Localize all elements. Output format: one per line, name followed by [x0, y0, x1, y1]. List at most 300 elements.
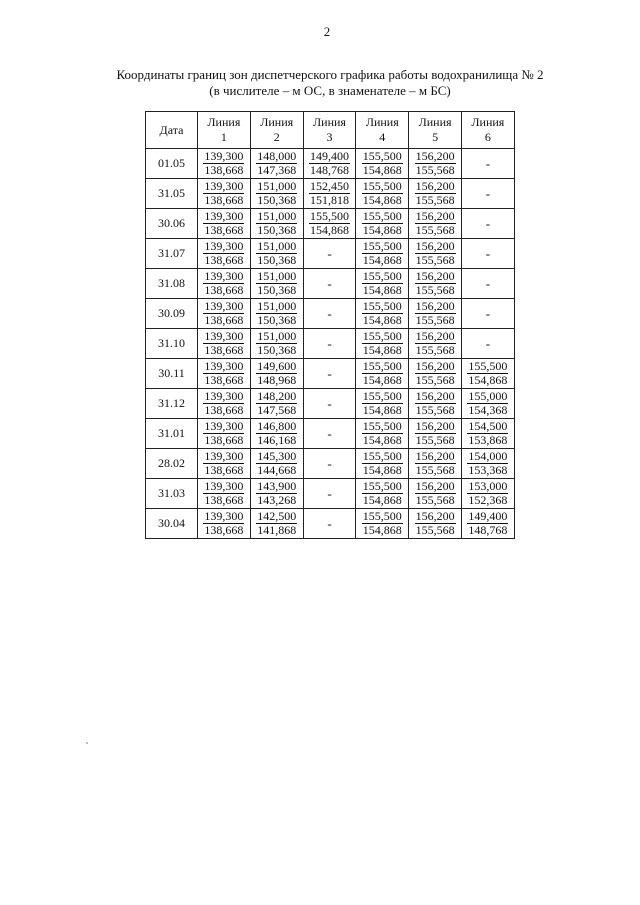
cell-line-2: [250, 359, 303, 389]
empty-dash: -: [327, 245, 332, 261]
denominator-bs: 155,568: [415, 222, 455, 237]
denominator-bs: 150,368: [257, 282, 297, 297]
header-line-1: [198, 112, 251, 149]
denominator-bs: 138,668: [204, 282, 244, 297]
elevation-fraction: [256, 180, 297, 207]
elevation-fraction: [362, 150, 403, 177]
elevation-fraction: [203, 450, 244, 477]
denominator-bs: 138,668: [204, 372, 244, 387]
cell-line-3: [303, 149, 356, 179]
cell-line-5: [409, 329, 462, 359]
cell-line-4: [356, 239, 409, 269]
cell-line-6: [461, 509, 514, 539]
empty-dash: -: [485, 275, 491, 291]
cell-line-3: [303, 359, 356, 389]
row-date: 01.05: [146, 149, 198, 179]
cell-line-5: [409, 359, 462, 389]
empty-dash: -: [485, 305, 491, 321]
elevation-fraction: [415, 150, 456, 177]
denominator-bs: 138,668: [204, 222, 244, 237]
empty-dash: -: [327, 515, 332, 531]
cell-line-3: [303, 329, 356, 359]
row-date: 30.11: [146, 359, 198, 389]
row-date: 31.07: [146, 239, 198, 269]
numerator-os: 155,500: [362, 298, 402, 313]
numerator-os: 156,200: [415, 208, 455, 223]
header-line-word: Линия: [471, 115, 505, 129]
cell-line-1: [198, 269, 251, 299]
empty-dash: -: [327, 275, 332, 291]
elevation-fraction: [362, 360, 403, 387]
elevation-fraction: [415, 450, 456, 477]
denominator-bs: 155,568: [415, 162, 455, 177]
numerator-os: 154,500: [468, 418, 508, 433]
elevation-fraction: [362, 300, 403, 327]
cell-line-6: [461, 389, 514, 419]
header-line-3: [303, 112, 356, 149]
denominator-bs: 154,868: [362, 402, 402, 417]
elevation-fraction: [362, 210, 403, 237]
numerator-os: 139,300: [204, 388, 244, 403]
elevation-fraction: [362, 330, 403, 357]
numerator-os: 156,200: [415, 358, 455, 373]
cell-line-3: [303, 179, 356, 209]
denominator-bs: 138,668: [204, 252, 244, 267]
numerator-os: 155,500: [362, 268, 402, 283]
cell-line-4: [356, 329, 409, 359]
cell-line-5: [409, 179, 462, 209]
denominator-bs: 150,368: [257, 192, 297, 207]
header-line-5: [409, 112, 462, 149]
elevation-fraction: [362, 180, 403, 207]
elevation-fraction: [467, 480, 508, 507]
row-date: 31.12: [146, 389, 198, 419]
cell-line-5: [409, 419, 462, 449]
cell-line-2: [250, 479, 303, 509]
cell-line-5: [409, 479, 462, 509]
table-row: [146, 269, 515, 299]
cell-line-5: [409, 389, 462, 419]
denominator-bs: 147,368: [257, 162, 297, 177]
denominator-bs: 151,818: [309, 192, 349, 207]
header-line-2: [250, 112, 303, 149]
numerator-os: 155,500: [362, 478, 402, 493]
empty-dash: -: [485, 185, 491, 201]
numerator-os: 155,500: [362, 388, 402, 403]
elevation-fraction: [362, 480, 403, 507]
cell-line-2: [250, 419, 303, 449]
denominator-bs: 154,868: [309, 222, 349, 237]
empty-dash: -: [485, 335, 491, 351]
elevation-fraction: [203, 510, 244, 537]
cell-line-1: [198, 359, 251, 389]
numerator-os: 151,000: [257, 208, 297, 223]
elevation-fraction: [415, 510, 456, 537]
denominator-bs: 154,868: [468, 372, 508, 387]
cell-line-3: [303, 209, 356, 239]
numerator-os: 155,500: [362, 418, 402, 433]
denominator-bs: 155,568: [415, 282, 455, 297]
numerator-os: 156,200: [415, 268, 455, 283]
elevation-fraction: [203, 420, 244, 447]
elevation-fraction: [415, 360, 456, 387]
numerator-os: 153,000: [468, 478, 508, 493]
cell-line-2: [250, 209, 303, 239]
cell-line-6: [461, 149, 514, 179]
cell-line-6: [461, 329, 514, 359]
denominator-bs: 150,368: [257, 342, 297, 357]
numerator-os: 139,300: [204, 268, 244, 283]
cell-line-4: [356, 509, 409, 539]
elevation-fraction: [467, 390, 508, 417]
denominator-bs: 153,868: [468, 432, 508, 447]
numerator-os: 156,200: [415, 298, 455, 313]
elevation-fraction: [362, 390, 403, 417]
denominator-bs: 154,868: [362, 462, 402, 477]
header-line-word: Линия: [365, 115, 399, 129]
numerator-os: 155,500: [468, 358, 508, 373]
numerator-os: 146,800: [257, 418, 297, 433]
denominator-bs: 148,768: [309, 162, 349, 177]
elevation-fraction: [256, 210, 297, 237]
cell-line-6: [461, 239, 514, 269]
elevation-fraction: [467, 450, 508, 477]
elevation-fraction: [467, 360, 508, 387]
elevation-fraction: [203, 300, 244, 327]
elevation-fraction: [415, 180, 456, 207]
cell-line-4: [356, 479, 409, 509]
elevation-fraction: [256, 510, 297, 537]
denominator-bs: 150,368: [257, 252, 297, 267]
table-row: [146, 359, 515, 389]
denominator-bs: 155,568: [415, 342, 455, 357]
numerator-os: 151,000: [257, 298, 297, 313]
table-row: [146, 239, 515, 269]
cell-line-4: [356, 359, 409, 389]
elevation-fraction: [415, 480, 456, 507]
numerator-os: 139,300: [204, 418, 244, 433]
cell-line-2: [250, 329, 303, 359]
numerator-os: 155,000: [468, 388, 508, 403]
cell-line-3: [303, 389, 356, 419]
cell-line-3: [303, 239, 356, 269]
denominator-bs: 155,568: [415, 402, 455, 417]
numerator-os: 151,000: [257, 178, 297, 193]
denominator-bs: 147,568: [257, 402, 297, 417]
cell-line-1: [198, 509, 251, 539]
numerator-os: 139,300: [204, 448, 244, 463]
numerator-os: 139,300: [204, 208, 244, 223]
numerator-os: 139,300: [204, 238, 244, 253]
cell-line-1: [198, 419, 251, 449]
cell-line-6: [461, 449, 514, 479]
cell-line-4: [356, 209, 409, 239]
elevation-fraction: [256, 150, 297, 177]
header-line-word: Линия: [207, 115, 241, 129]
cell-line-5: [409, 209, 462, 239]
numerator-os: 155,500: [362, 148, 402, 163]
header-line-word: Линия: [260, 115, 294, 129]
numerator-os: 155,500: [362, 448, 402, 463]
header-line-number: 6: [484, 130, 491, 144]
elevation-fraction: [256, 300, 297, 327]
denominator-bs: 154,868: [362, 522, 402, 537]
cell-line-6: [461, 269, 514, 299]
elevation-fraction: [415, 390, 456, 417]
denominator-bs: 138,668: [204, 192, 244, 207]
cell-line-2: [250, 449, 303, 479]
elevation-fraction: [467, 510, 508, 537]
numerator-os: 149,600: [257, 358, 297, 373]
elevation-fraction: [415, 420, 456, 447]
cell-line-1: [198, 239, 251, 269]
numerator-os: 149,400: [468, 508, 508, 523]
empty-dash: -: [327, 365, 332, 381]
denominator-bs: 138,668: [204, 162, 244, 177]
elevation-fraction: [362, 420, 403, 447]
elevation-fraction: [203, 480, 244, 507]
cell-line-1: [198, 329, 251, 359]
denominator-bs: 154,868: [362, 432, 402, 447]
cell-line-4: [356, 149, 409, 179]
cell-line-1: [198, 149, 251, 179]
empty-dash: -: [327, 455, 332, 471]
header-line-number: 5: [432, 130, 439, 144]
cell-line-5: [409, 269, 462, 299]
denominator-bs: 146,168: [257, 432, 297, 447]
denominator-bs: 148,768: [468, 522, 508, 537]
row-date: 31.03: [146, 479, 198, 509]
denominator-bs: 150,368: [257, 312, 297, 327]
table-row: [146, 419, 515, 449]
header-line-number: 3: [326, 130, 333, 144]
row-date: 31.10: [146, 329, 198, 359]
row-date: 30.06: [146, 209, 198, 239]
cell-line-4: [356, 419, 409, 449]
cell-line-1: [198, 209, 251, 239]
numerator-os: 155,500: [362, 178, 402, 193]
cell-line-1: [198, 449, 251, 479]
coordinates-table: [145, 111, 515, 539]
denominator-bs: 154,868: [362, 342, 402, 357]
table-header: [146, 112, 515, 149]
table-body: [146, 149, 515, 539]
table-row: [146, 509, 515, 539]
cell-line-5: [409, 449, 462, 479]
scan-speck: [86, 742, 88, 744]
table-row: [146, 389, 515, 419]
elevation-fraction: [203, 210, 244, 237]
denominator-bs: 143,268: [257, 492, 297, 507]
cell-line-5: [409, 509, 462, 539]
denominator-bs: 138,668: [204, 522, 244, 537]
denominator-bs: 148,968: [257, 372, 297, 387]
table-row: [146, 209, 515, 239]
elevation-fraction: [362, 510, 403, 537]
table-row: [146, 449, 515, 479]
elevation-fraction: [256, 270, 297, 297]
table-row: [146, 179, 515, 209]
elevation-fraction: [256, 240, 297, 267]
cell-line-1: [198, 479, 251, 509]
numerator-os: 139,300: [204, 298, 244, 313]
denominator-bs: 138,668: [204, 432, 244, 447]
elevation-fraction: [467, 420, 508, 447]
cell-line-6: [461, 419, 514, 449]
cell-line-2: [250, 179, 303, 209]
table-row: [146, 479, 515, 509]
numerator-os: 155,500: [309, 208, 349, 223]
header-line-6: [461, 112, 514, 149]
elevation-fraction: [203, 330, 244, 357]
numerator-os: 156,200: [415, 178, 455, 193]
elevation-fraction: [362, 240, 403, 267]
row-date: 30.09: [146, 299, 198, 329]
row-date: 31.01: [146, 419, 198, 449]
header-date: Дата: [146, 112, 198, 149]
denominator-bs: 154,868: [362, 492, 402, 507]
elevation-fraction: [256, 360, 297, 387]
elevation-fraction: [203, 180, 244, 207]
table-row: [146, 299, 515, 329]
elevation-fraction: [415, 300, 456, 327]
title-line-2: (в числителе – м ОС, в знаменателе – м БС): [209, 83, 451, 98]
cell-line-3: [303, 449, 356, 479]
denominator-bs: 155,568: [415, 372, 455, 387]
row-date: 31.05: [146, 179, 198, 209]
cell-line-2: [250, 149, 303, 179]
header-row: [146, 112, 515, 149]
cell-line-6: [461, 359, 514, 389]
cell-line-4: [356, 179, 409, 209]
table-row: [146, 329, 515, 359]
numerator-os: 148,000: [257, 148, 297, 163]
empty-dash: -: [327, 425, 332, 441]
cell-line-2: [250, 389, 303, 419]
denominator-bs: 150,368: [257, 222, 297, 237]
denominator-bs: 155,568: [415, 192, 455, 207]
denominator-bs: 141,868: [257, 522, 297, 537]
numerator-os: 142,500: [257, 508, 297, 523]
numerator-os: 155,500: [362, 238, 402, 253]
numerator-os: 156,200: [415, 388, 455, 403]
numerator-os: 139,300: [204, 328, 244, 343]
elevation-fraction: [309, 180, 350, 207]
cell-line-3: [303, 509, 356, 539]
elevation-fraction: [203, 390, 244, 417]
elevation-fraction: [309, 150, 350, 177]
denominator-bs: 155,568: [415, 492, 455, 507]
cell-line-5: [409, 149, 462, 179]
numerator-os: 154,000: [468, 448, 508, 463]
denominator-bs: 138,668: [204, 342, 244, 357]
numerator-os: 139,300: [204, 508, 244, 523]
numerator-os: 151,000: [257, 238, 297, 253]
elevation-fraction: [203, 360, 244, 387]
denominator-bs: 154,868: [362, 252, 402, 267]
cell-line-4: [356, 389, 409, 419]
denominator-bs: 152,368: [468, 492, 508, 507]
cell-line-4: [356, 299, 409, 329]
cell-line-6: [461, 479, 514, 509]
numerator-os: 139,300: [204, 478, 244, 493]
elevation-fraction: [256, 330, 297, 357]
header-line-word: Линия: [418, 115, 452, 129]
numerator-os: 155,500: [362, 208, 402, 223]
elevation-fraction: [309, 210, 350, 237]
denominator-bs: 154,368: [468, 402, 508, 417]
numerator-os: 139,300: [204, 358, 244, 373]
empty-dash: -: [327, 305, 332, 321]
empty-dash: -: [485, 245, 491, 261]
empty-dash: -: [485, 215, 491, 231]
denominator-bs: 154,868: [362, 192, 402, 207]
empty-dash: -: [327, 335, 332, 351]
elevation-fraction: [415, 240, 456, 267]
denominator-bs: 154,868: [362, 162, 402, 177]
denominator-bs: 154,868: [362, 312, 402, 327]
denominator-bs: 154,868: [362, 372, 402, 387]
numerator-os: 156,200: [415, 148, 455, 163]
denominator-bs: 155,568: [415, 462, 455, 477]
numerator-os: 151,000: [257, 328, 297, 343]
elevation-fraction: [256, 390, 297, 417]
numerator-os: 156,200: [415, 508, 455, 523]
numerator-os: 156,200: [415, 478, 455, 493]
elevation-fraction: [203, 240, 244, 267]
numerator-os: 152,450: [309, 178, 349, 193]
cell-line-5: [409, 239, 462, 269]
empty-dash: -: [485, 155, 491, 171]
document-title: [0, 67, 640, 99]
row-date: 31.08: [146, 269, 198, 299]
numerator-os: 155,500: [362, 358, 402, 373]
cell-line-1: [198, 299, 251, 329]
denominator-bs: 154,868: [362, 282, 402, 297]
numerator-os: 151,000: [257, 268, 297, 283]
header-line-number: 1: [220, 130, 227, 144]
cell-line-3: [303, 479, 356, 509]
denominator-bs: 155,568: [415, 312, 455, 327]
denominator-bs: 138,668: [204, 462, 244, 477]
denominator-bs: 138,668: [204, 492, 244, 507]
numerator-os: 139,300: [204, 178, 244, 193]
elevation-fraction: [203, 270, 244, 297]
row-date: 30.04: [146, 509, 198, 539]
denominator-bs: 155,568: [415, 252, 455, 267]
header-line-word: Линия: [313, 115, 346, 129]
numerator-os: 145,300: [257, 448, 297, 463]
elevation-fraction: [256, 480, 297, 507]
elevation-fraction: [415, 330, 456, 357]
denominator-bs: 155,568: [415, 432, 455, 447]
header-line-number: 4: [379, 130, 386, 144]
cell-line-2: [250, 269, 303, 299]
numerator-os: 156,200: [415, 418, 455, 433]
cell-line-6: [461, 179, 514, 209]
cell-line-2: [250, 509, 303, 539]
cell-line-5: [409, 299, 462, 329]
denominator-bs: 154,868: [362, 222, 402, 237]
header-line-number: 2: [273, 130, 280, 144]
cell-line-4: [356, 449, 409, 479]
cell-line-4: [356, 269, 409, 299]
header-line-4: [356, 112, 409, 149]
numerator-os: 156,200: [415, 238, 455, 253]
cell-line-1: [198, 389, 251, 419]
denominator-bs: 155,568: [415, 522, 455, 537]
cell-line-2: [250, 299, 303, 329]
